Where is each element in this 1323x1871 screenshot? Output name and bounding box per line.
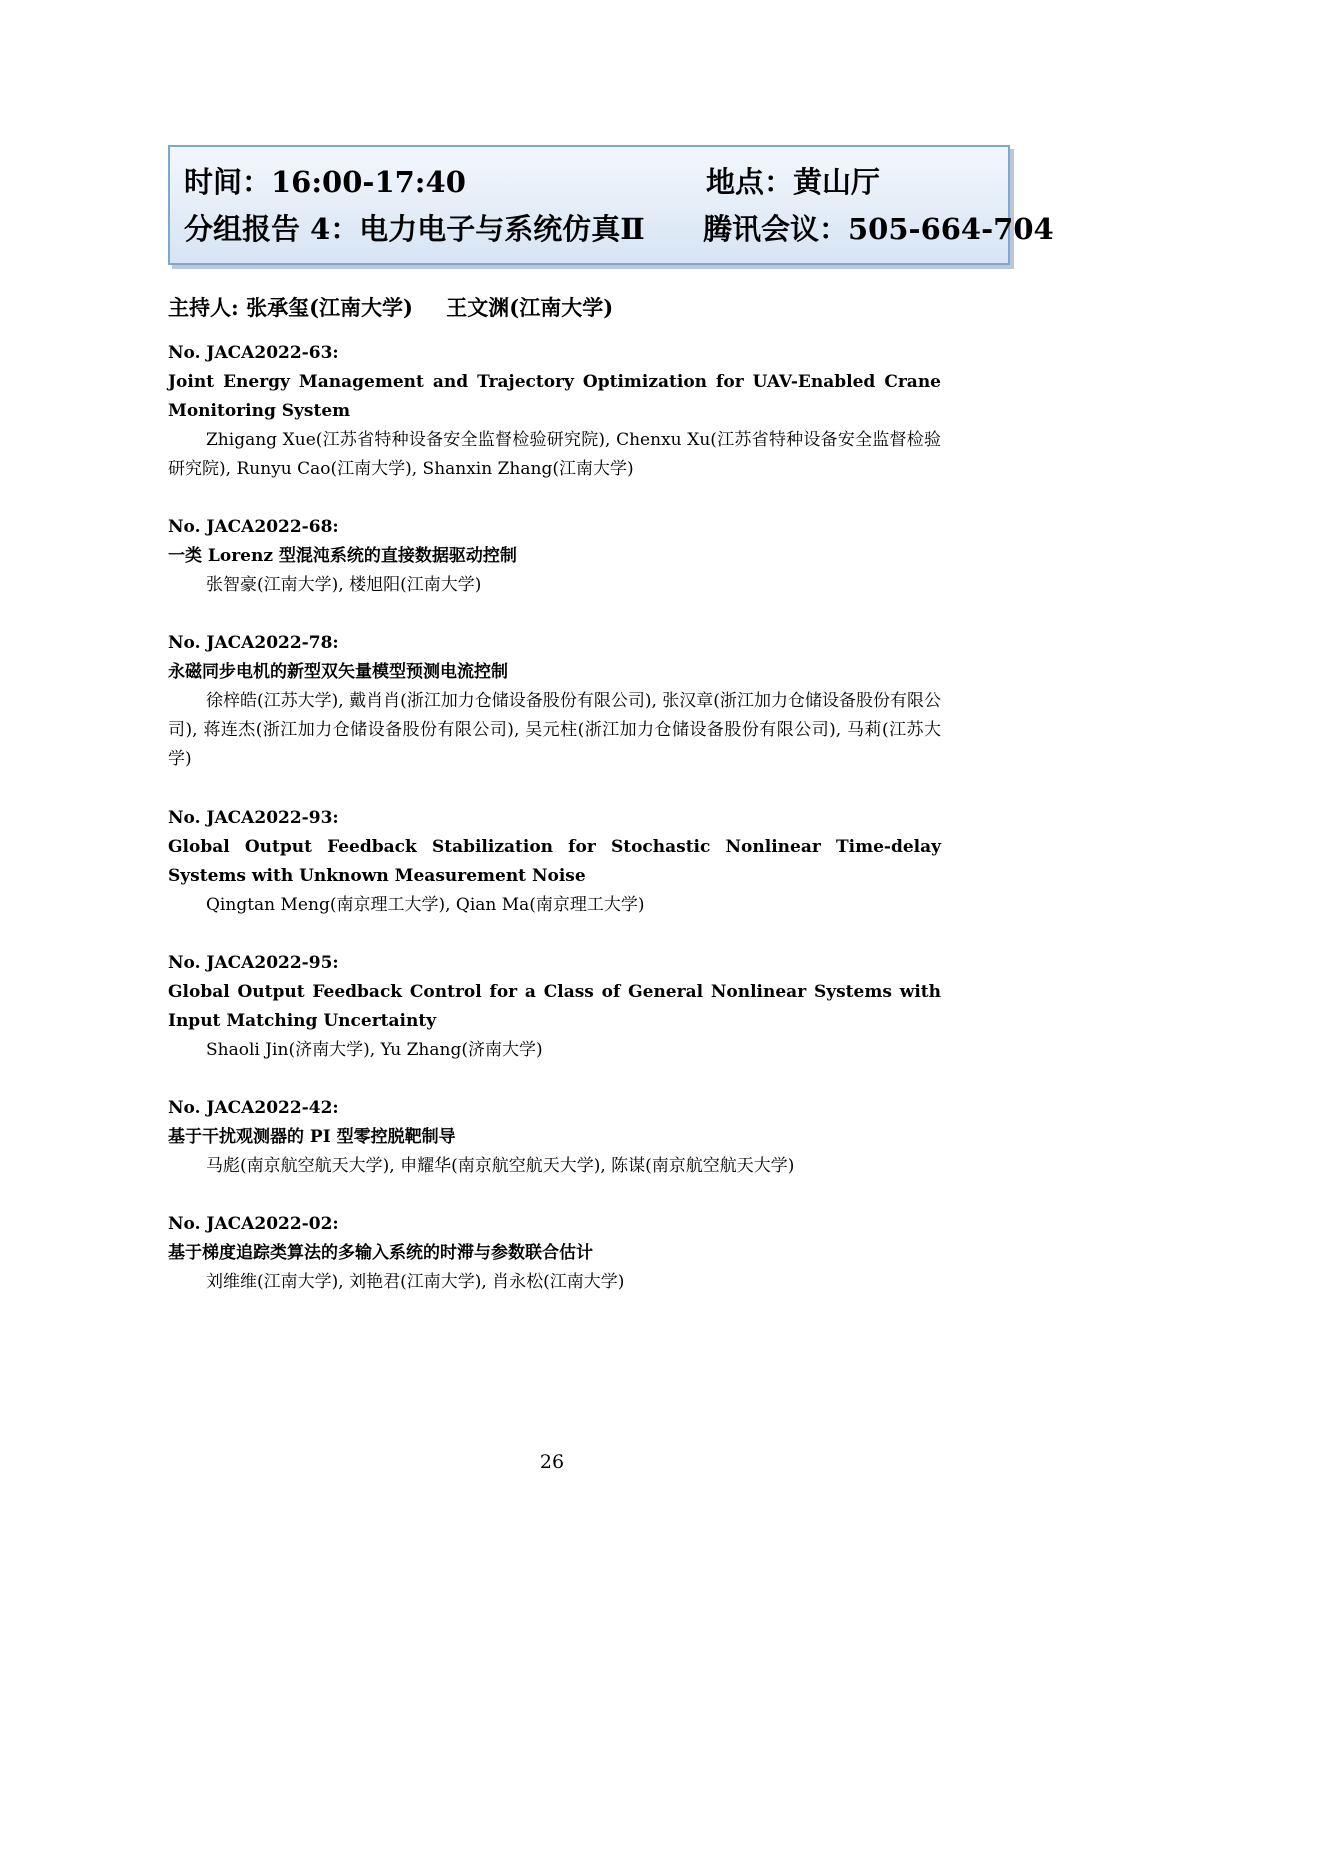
session-title: 分组报告 4：电力电子与系统仿真Ⅱ xyxy=(184,212,645,246)
paper-title: 一类 Lorenz 型混沌系统的直接数据驱动控制 xyxy=(168,546,517,566)
paper-title: 永磁同步电机的新型双矢量模型预测电流控制 xyxy=(168,662,508,682)
paper-authors: 徐梓皓(江苏大学), 戴肖肖(浙江加力仓储设备股份有限公司), 张汉章(浙江加力仓储设备股份有限公司), 蒋连杰(浙江加力仓储设备股份有限公司), 吴元柱(浙江加力仓储设备股份有限公司), 马莉(江苏大学) xyxy=(168,691,941,769)
chair-name: 张承玺(江南大学) xyxy=(246,295,413,320)
paper-authors: Zhigang Xue(江苏省特种设备安全监督检验研究院), Chenxu Xu(江苏省特种设备安全监督检验研究院), Runyu Cao(江南大学), Shanxin Zhang(江南大学) xyxy=(168,430,941,479)
paper-title: Joint Energy Management and Trajectory Optimization for UAV-Enabled Crane Monitoring System xyxy=(168,372,941,421)
paper-authors: Qingtan Meng(南京理工大学), Qian Ma(南京理工大学) xyxy=(206,895,645,915)
session-header xyxy=(168,145,1054,265)
paper-number: No. JACA2022-42: xyxy=(168,1098,339,1118)
paper-number: No. JACA2022-78: xyxy=(168,633,339,653)
paper-title: 基于干扰观测器的 PI 型零控脱靶制导 xyxy=(168,1127,456,1147)
chair-name: 王文渊(江南大学) xyxy=(446,295,614,320)
paper-authors: 刘维维(江南大学), 刘艳君(江南大学), 肖永松(江南大学) xyxy=(206,1272,625,1292)
paper-number: No. JACA2022-63: xyxy=(168,343,339,363)
paper-entry xyxy=(168,804,941,920)
paper-number: No. JACA2022-68: xyxy=(168,517,339,537)
paper-entry xyxy=(168,513,941,600)
paper-authors: Shaoli Jin(济南大学), Yu Zhang(济南大学) xyxy=(206,1040,543,1060)
paper-number: No. JACA2022-02: xyxy=(168,1214,339,1234)
session-location: 地点：黄山厅 xyxy=(706,165,881,199)
chairs-label: 主持人: xyxy=(168,295,239,320)
paper-number: No. JACA2022-93: xyxy=(168,808,339,828)
paper-entry xyxy=(168,629,941,774)
paper-authors: 张智豪(江南大学), 楼旭阳(江南大学) xyxy=(206,575,482,595)
paper-authors: 马彪(南京航空航天大学), 申耀华(南京航空航天大学), 陈谋(南京航空航天大学) xyxy=(206,1156,795,1176)
paper-entry xyxy=(168,949,941,1065)
paper-title: Global Output Feedback Stabilization for Stochastic Nonlinear Time-delay Systems with Unknown Measurement Noise xyxy=(168,837,941,886)
paper-entry xyxy=(168,1210,941,1297)
page-number: 26 xyxy=(539,1451,565,1473)
paper-title: 基于梯度追踪类算法的多输入系统的时滞与参数联合估计 xyxy=(168,1243,593,1263)
tencent-meeting-id: 腾讯会议：505-664-704 xyxy=(703,212,1054,246)
paper-title: Global Output Feedback Control for a Class of General Nonlinear Systems with Input Matching Uncertainty xyxy=(168,982,941,1031)
paper-entry xyxy=(168,1094,941,1181)
session-time: 时间：16:00-17:40 xyxy=(184,165,466,199)
paper-entry xyxy=(168,339,941,484)
session-chairs xyxy=(168,293,613,323)
paper-number: No. JACA2022-95: xyxy=(168,953,339,973)
